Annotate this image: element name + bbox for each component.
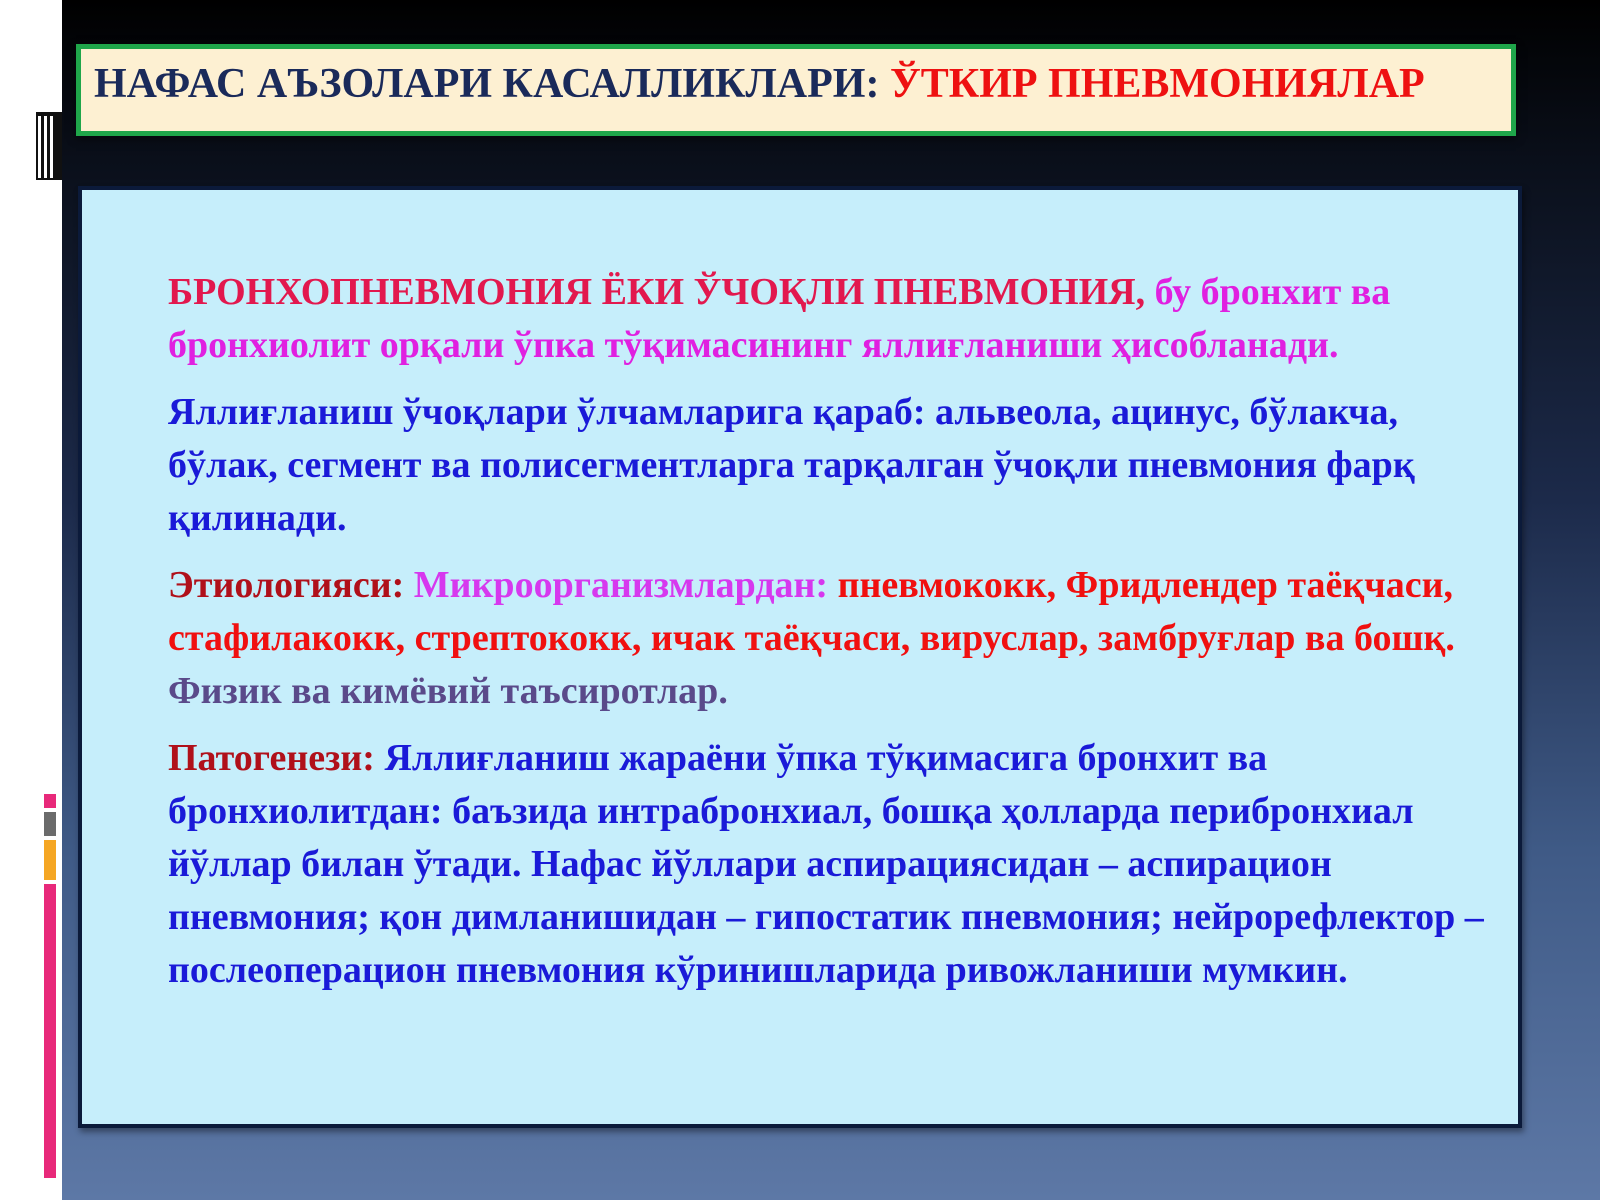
stripe-gap <box>38 116 41 178</box>
etiology-sub: Микроорганизмлардан: <box>413 564 829 606</box>
pathogenesis-text: Яллиғланиш жараёни ўпка тўқимасига бронхит ва бронхиолитдан: баъзида интрабронхиал, бошқа ҳолларда перибронхиал йўллар билан ўтади. Нафас йўллари аспирациясидан – аспирацион пневмония; қон димланишидан – гипостатик пневмония; нейрорефлектор – послеоперацион пневмония кўринишларида ривожланиши мумкин. <box>168 737 1484 991</box>
slide-title <box>94 58 1494 110</box>
etiology-extra: Физик ва кимёвий таъсиротлар. <box>168 670 728 712</box>
title-part-dark: НАФАС АЪЗОЛАРИ КАСАЛЛИКЛАРИ: <box>94 61 880 107</box>
stripe-gap <box>50 116 53 178</box>
title-part-red: ЎТКИР ПНЕВМОНИЯЛАР <box>889 61 1425 107</box>
etiology-list: пневмококк, Фридлендер таёқчаси, стафилакокк, стрептококк, ичак таёқчаси, вируслар, замбруғлар ва бошқ. <box>168 564 1455 659</box>
paragraph-pathogenesis <box>168 732 1508 997</box>
left-decorative-strip <box>0 0 62 1200</box>
accent-pink-small <box>44 794 56 808</box>
accent-pink-bar <box>44 884 56 1178</box>
paragraph-definition <box>168 266 1508 372</box>
pathogenesis-label: Патогенези: <box>168 737 375 779</box>
definition-term: БРОНХОПНЕВМОНИЯ ЁКИ ЎЧОҚЛИ ПНЕВМОНИЯ, <box>168 271 1146 313</box>
stripe-gap <box>44 116 47 178</box>
paragraph-etiology <box>168 559 1508 718</box>
definition-text: бу бронхит ва бронхиолит орқали ўпка тўқимасининг яллиғланиши ҳисобланади. <box>168 271 1391 366</box>
classification-text: Яллиғланиш ўчоқлари ўлчамларига қараб: альвеола, ацинус, бўлакча, бўлак, сегмент ва полисегментларга тарқалган ўчоқли пневмония фарқ қилинади. <box>168 391 1415 539</box>
etiology-label: Этиологияси: <box>168 564 405 606</box>
accent-orange <box>44 840 56 880</box>
content-text <box>168 266 1508 1011</box>
accent-gray <box>44 812 56 836</box>
paragraph-classification <box>168 386 1508 545</box>
